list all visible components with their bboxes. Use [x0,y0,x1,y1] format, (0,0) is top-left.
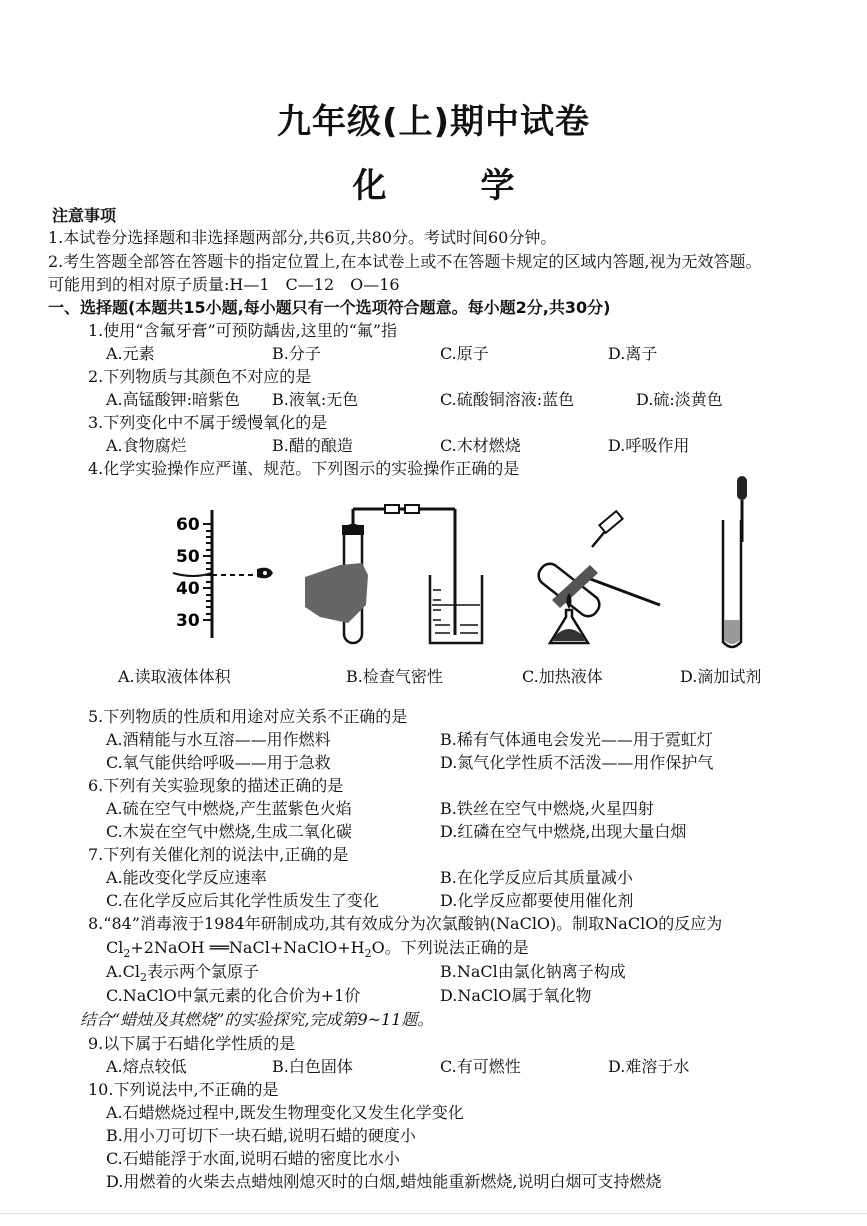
q5-option-d: D.氮气化学性质不活泼——用作保护气 [440,753,714,772]
notice-item-1: 1.本试卷分选择题和非选择题两部分,共6页,共80分。考试时间60分钟。 [48,228,557,247]
figure-airtightness [300,495,490,650]
figure-read-volume [165,505,285,640]
q6-stem: 6.下列有关实验现象的描述正确的是 [88,776,344,795]
scale-30: 30 [176,611,200,631]
q10-option-d: D.用燃着的火柴去点蜡烛刚熄灭时的白烟,蜡烛能重新燃烧,说明白烟可支持燃烧 [106,1172,662,1191]
q8-option-c: C.NaClO中氯元素的化合价为+1价 [106,986,361,1005]
q10-option-c: C.石蜡能浮于水面,说明石蜡的密度比水小 [106,1149,400,1168]
q1-option-b: B.分子 [272,344,321,363]
q8-option-b: B.NaCl由氯化钠离子构成 [440,962,626,981]
q4-caption-d: D.滴加试剂 [680,667,762,686]
q7-option-a: A.能改变化学反应速率 [106,868,267,887]
atomic-mass: 可能用到的相对原子质量:H—1 C—12 O—16 [48,275,400,294]
q2-stem: 2.下列物质与其颜色不对应的是 [88,367,312,386]
q10-option-b: B.用小刀可切下一块石蜡,说明石蜡的硬度小 [106,1126,416,1145]
q9-option-a: A.熔点较低 [106,1057,187,1076]
figure-heat-liquid [530,505,670,655]
q5-option-a: A.酒精能与水互溶——用作燃料 [106,730,331,749]
q3-option-c: C.木材燃烧 [440,436,521,455]
q6-option-b: B.铁丝在空气中燃烧,火星四射 [440,799,654,818]
q3-option-a: A.食物腐烂 [106,436,187,455]
q3-option-b: B.醋的酿造 [272,436,353,455]
notice-item-2: 2.考生答题全部答在答题卡的指定位置上,在本试卷上或不在答题卡规定的区域内答题,视为无效答题。 [48,252,762,271]
q5-stem: 5.下列物质的性质和用途对应关系不正确的是 [88,707,408,726]
q10-stem: 10.下列说法中,不正确的是 [88,1080,279,1099]
q4-caption-b: B.检查气密性 [346,667,443,686]
q1-option-c: C.原子 [440,344,489,363]
q8-stem: 8.“84”消毒液于1984年研制成功,其有效成分为次氯酸钠(NaClO)。制取NaClO的反应为 [88,914,723,933]
q1-option-a: A.元素 [106,344,155,363]
q6-option-c: C.木炭在空气中燃烧,生成二氧化碳 [106,822,352,841]
q2-option-d: D.硫:淡黄色 [636,390,723,409]
q1-option-d: D.离子 [608,344,658,363]
q4-caption-c: C.加热液体 [522,667,603,686]
q2-option-a: A.高锰酸钾:暗紫色 [106,390,241,409]
q6-option-a: A.硫在空气中燃烧,产生蓝紫色火焰 [106,799,352,818]
q2-option-b: B.液氧:无色 [272,390,359,409]
q8-option-a: $A.Cl_2$表示两个氯原子 [106,962,260,985]
scale-60: 60 [176,515,200,535]
q7-option-b: B.在化学反应后其质量减小 [440,868,633,887]
q9-option-b: B.白色固体 [272,1057,353,1076]
q6-option-d: D.红磷在空气中燃烧,出现大量白烟 [440,822,687,841]
q5-option-c: C.氧气能供给呼吸——用于急救 [106,753,331,772]
q3-option-d: D.呼吸作用 [608,436,690,455]
q10-option-a: A.石蜡燃烧过程中,既发生物理变化又发生化学变化 [106,1103,464,1122]
figure-drop-reagent [715,470,775,655]
q9-option-c: C.有可燃性 [440,1057,521,1076]
section1-heading: 一、选择题(本题共15小题,每小题只有一个选项符合题意。每小题2分,共30分) [48,298,611,317]
notice-heading: 注意事项 [52,206,117,225]
scale-40: 40 [176,579,200,599]
q3-stem: 3.下列变化中不属于缓慢氧化的是 [88,413,328,432]
q7-option-d: D.化学反应都要使用催化剂 [440,891,634,910]
q4-stem: 4.化学实验操作应严谨、规范。下列图示的实验操作正确的是 [88,459,520,478]
q5-option-b: B.稀有气体通电会发光——用于霓虹灯 [440,730,713,749]
exam-title: 九年级(上)期中试卷 [276,102,591,142]
q9-stem: 9.以下属于石蜡化学性质的是 [88,1034,296,1053]
q7-option-c: C.在化学反应后其化学性质发生了变化 [106,891,379,910]
q1-stem: 1.使用“含氟牙膏”可预防龋齿,这里的“氟”指 [88,321,398,340]
q4-caption-a: A.读取液体体积 [118,667,231,686]
page-bottom-rule [0,1213,867,1214]
intro-q9-11: 结合“蜡烛及其燃烧”的实验探究,完成第9~11题。 [80,1010,434,1029]
q8-equation: $Cl_2+2NaOH$ $══NaCl+NaClO+H_2O$。下列说法正确的是 [106,938,529,961]
q7-stem: 7.下列有关催化剂的说法中,正确的是 [88,845,349,864]
q2-option-c: C.硫酸铜溶液:蓝色 [440,390,575,409]
scale-50: 50 [176,547,200,567]
subject-title: 化 学 [352,166,545,206]
q9-option-d: D.难溶于水 [608,1057,690,1076]
q8-option-d: D.NaClO属于氧化物 [440,986,592,1005]
